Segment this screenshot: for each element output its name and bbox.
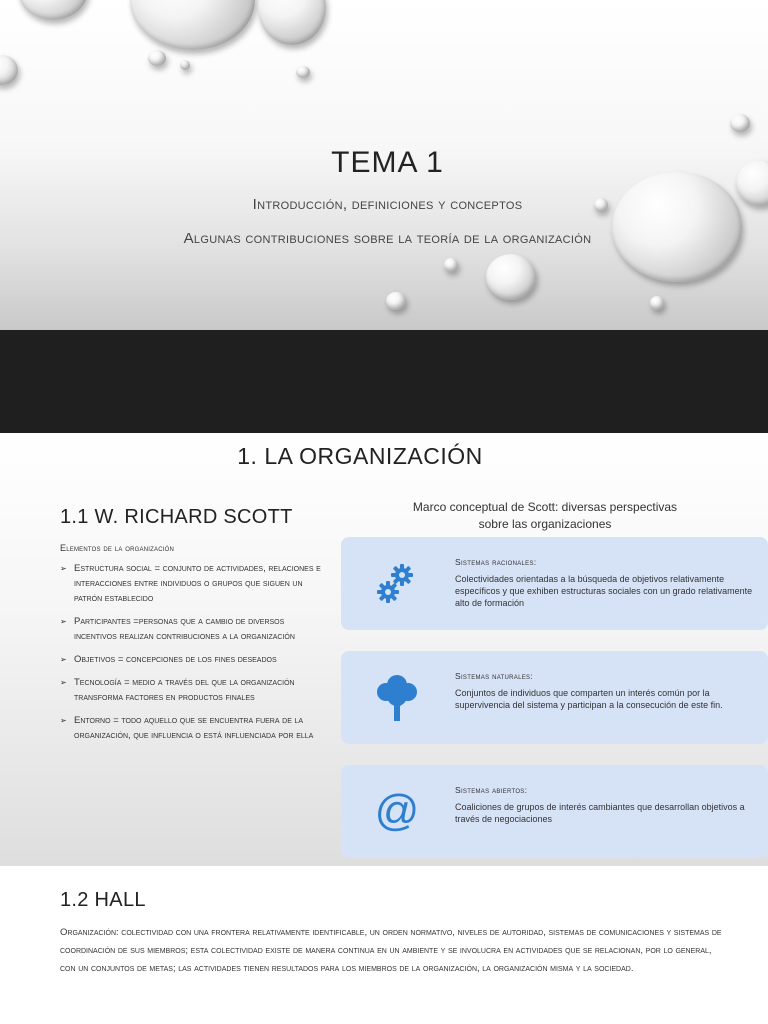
diagram-caption-line: Marco conceptual de Scott: diversas perspectivas <box>412 500 678 514</box>
blank-dark-slide <box>0 330 768 433</box>
elements-list <box>60 561 325 751</box>
at-sign-icon <box>369 783 425 839</box>
slide-title: TEMA 1 <box>331 146 444 179</box>
water-drop <box>730 114 750 132</box>
water-drop <box>18 0 88 20</box>
list-item-text: Entorno = todo aquello que se encuentra fuera de la organización, que influencia o está influenciada por ella <box>74 715 314 741</box>
arrow-bullet-icon: ➢ <box>60 678 67 687</box>
section-heading: 1.1 W. RICHARD SCOTT <box>60 506 293 528</box>
definition-text: Organización: colectividad con una frontera relativamente identificable, un orden normativo, niveles de autoridad, sistemas de comunicaciones y sistemas de coordinación de sus miembros; esta colectividad existe de manera continua en un ambiente y se involucra en actividades que se relacionan, por lo general, con un conjuntos de metas; las actividades tienen resultados para los miembros de la organización, la organización misma y la sociedad. <box>60 927 722 974</box>
diagram-caption <box>395 499 695 533</box>
slide-subtitle: Introducción, definiciones y conceptos <box>252 196 523 213</box>
arrow-bullet-icon: ➢ <box>60 617 67 626</box>
arrow-bullet-icon: ➢ <box>60 564 67 573</box>
list-item <box>60 614 325 644</box>
arrow-bullet-icon: ➢ <box>60 655 67 664</box>
svg-text:@: @ <box>374 786 420 835</box>
hall-slide <box>0 866 768 1024</box>
slide-title: 1. LA ORGANIZACIÓN <box>237 443 483 469</box>
list-item <box>60 675 325 705</box>
card-description: Conjuntos de individuos que comparten un interés común por la supervivencia del sistema y participan a la consecución de este fin. <box>455 688 723 710</box>
water-drop <box>148 50 166 66</box>
list-item-text: Objetivos = concepciones de los fines deseados <box>74 654 277 665</box>
list-heading: Elementos de la organización <box>60 543 175 553</box>
perspective-card-rational <box>341 537 768 630</box>
arrow-bullet-icon: ➢ <box>60 716 67 725</box>
perspective-card-natural <box>341 651 768 744</box>
water-drop <box>296 66 310 78</box>
card-title: Sistemas abiertos: <box>455 785 528 795</box>
water-drop <box>258 0 326 45</box>
organization-slide <box>0 433 768 866</box>
list-item-text: Participantes =personas que a cambio de diversos incentivos realizan contribuciones a la organización <box>74 616 295 642</box>
card-title: Sistemas racionales: <box>455 557 537 567</box>
slide-subtitle: Algunas contribuciones sobre la teoría de la organización <box>183 230 592 247</box>
water-drop <box>486 254 536 300</box>
water-drop <box>444 258 458 272</box>
water-drop <box>386 292 406 310</box>
list-item <box>60 652 325 667</box>
list-item-text: Tecnología = medio a través del que la organización transforma factores en productos finales <box>74 677 295 703</box>
card-description: Coaliciones de grupos de interés cambiantes que desarrollan objetivos a través de negociaciones <box>455 802 745 824</box>
water-drop <box>0 55 18 85</box>
diagram-caption-line: sobre las organizaciones <box>478 517 612 531</box>
water-drop <box>130 0 255 50</box>
card-title: Sistemas naturales: <box>455 671 533 681</box>
tree-icon <box>369 669 425 725</box>
water-drop <box>650 296 664 310</box>
water-drop <box>612 172 742 282</box>
section-heading: 1.2 HALL <box>60 889 146 911</box>
water-drop <box>180 60 190 70</box>
card-description: Colectividades orientadas a la búsqueda de objetivos relativamente específicos y que exhiben estructuras sociales con un grado relativamente alto de formación <box>455 574 753 608</box>
title-slide <box>0 0 768 330</box>
list-item <box>60 713 325 743</box>
perspective-card-open <box>341 765 768 858</box>
list-item-text: Estructura social = conjunto de actividades, relaciones e interacciones entre individuos o grupos que siguen un patrón establecido <box>74 563 321 604</box>
list-item <box>60 561 325 606</box>
gears-icon <box>369 555 425 611</box>
